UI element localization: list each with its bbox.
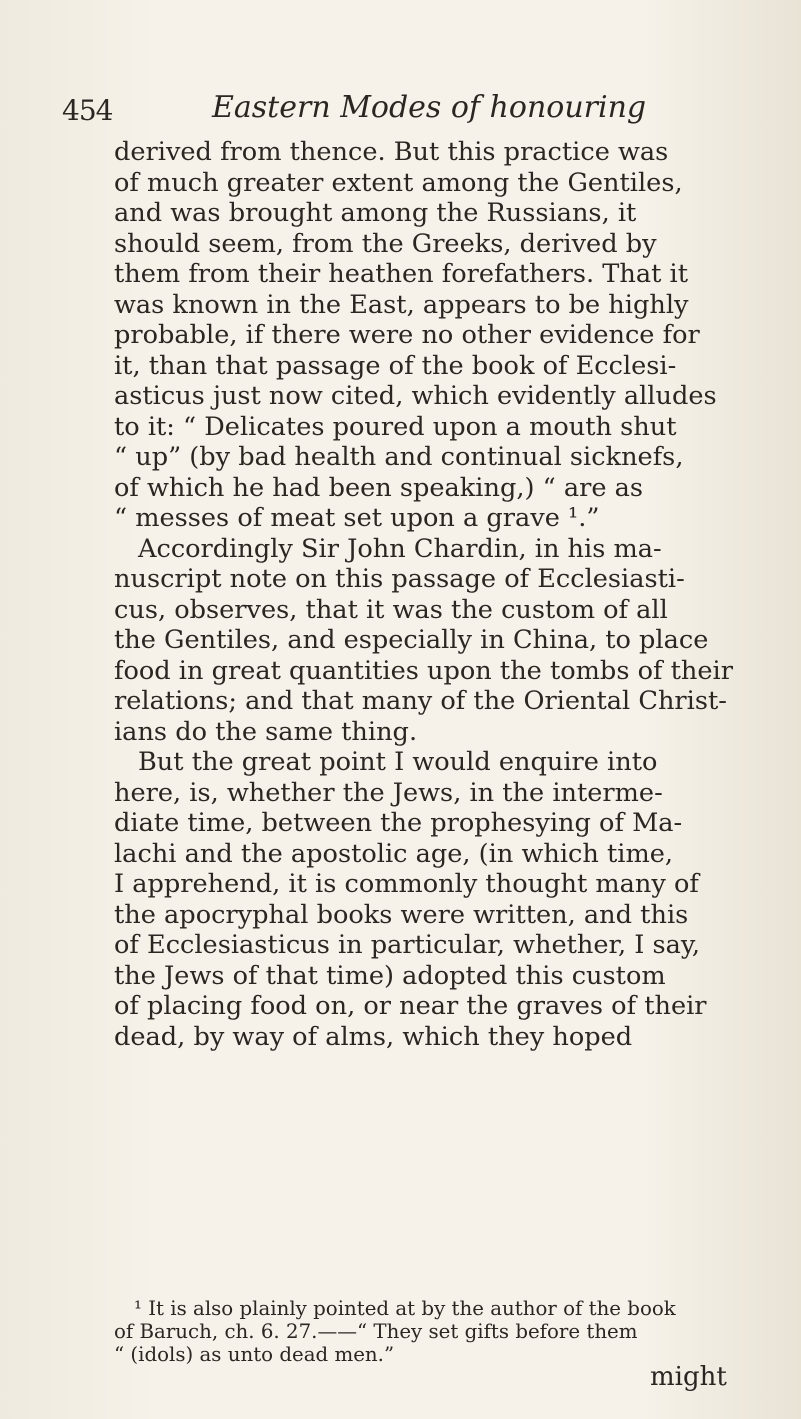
catchword: might [650, 1362, 727, 1392]
text-line: “ up” (by bad health and continual sicknefs, [114, 442, 684, 472]
text-line: lachi and the apostolic age, (in which time, [114, 838, 674, 869]
text-line: of which he had been speaking,) “ are as [114, 472, 643, 503]
text-line: here, is, whether the Jews, in the interme- [114, 777, 663, 808]
text-line: diate time, between the prophesying of Ma- [114, 808, 683, 838]
text-line: nuscript note on this passage of Ecclesiasti- [114, 564, 685, 594]
text-line: the Jews of that time) adopted this custom [114, 960, 666, 991]
text-line: it, than that passage of the book of Ecclesi- [114, 350, 677, 381]
text-line: to it: “ Delicates poured upon a mouth shut [114, 411, 677, 442]
footnote-line: ¹ It is also plainly pointed at by the author of the book [134, 1297, 676, 1320]
page-header [62, 88, 682, 136]
text-line: probable, if there were no other evidence for [114, 320, 700, 350]
text-line: the Gentiles, and especially in China, to place [114, 625, 709, 655]
footnote-line: of Baruch, ch. 6. 27.——“ They set gifts before them [114, 1320, 638, 1343]
text-line: asticus just now cited, which evidently alludes [114, 381, 717, 411]
text-line: was known in the East, appears to be highly [114, 289, 689, 320]
text-line: of Ecclesiasticus in particular, whether, I say, [114, 930, 701, 960]
text-line: the apocryphal books were written, and this [114, 899, 689, 930]
text-line: of placing food on, or near the graves of their [114, 991, 707, 1021]
text-line: them from their heathen forefathers. That it [114, 259, 688, 289]
text-line: and was brought among the Russians, it [114, 198, 637, 228]
text-line: relations; and that many of the Oriental Christ- [114, 686, 727, 716]
text-line: Accordingly Sir John Chardin, in his ma- [138, 533, 662, 564]
text-line: “ messes of meat set upon a grave ¹.” [114, 503, 600, 533]
text-line: cus, observes, that it was the custom of all [114, 594, 668, 625]
text-line: of much greater extent among the Gentiles, [114, 167, 683, 198]
text-line: derived from thence. But this practice was [114, 137, 669, 167]
text-line: food in great quantities upon the tombs of their [114, 655, 733, 686]
footnotes [114, 1297, 744, 1366]
text-line: should seem, from the Greeks, derived by [114, 228, 657, 259]
text-line: ians do the same thing. [114, 716, 418, 747]
footnote-line: “ (idols) as unto dead men.” [114, 1343, 395, 1366]
running-title: Eastern Modes of honouring [212, 90, 647, 125]
text-line: dead, by way of alms, which they hoped [114, 1021, 633, 1052]
page-number: 454 [62, 94, 113, 127]
text-line: But the great point I would enquire into [138, 747, 658, 777]
body-text [114, 137, 744, 1052]
text-line: I apprehend, it is commonly thought many of [114, 869, 699, 899]
